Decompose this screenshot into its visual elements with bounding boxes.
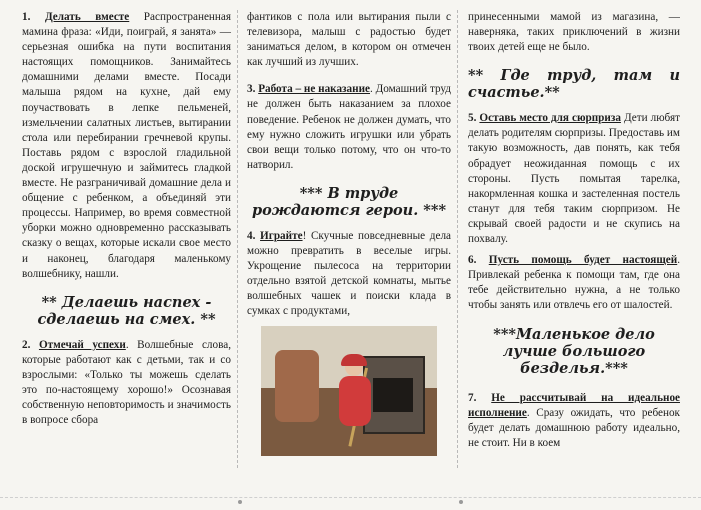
tip-heading: Не рассчитывай на идеальное исполнение bbox=[468, 391, 680, 419]
tip-1 bbox=[22, 10, 231, 282]
tip-text: фантиков с пола или вытирания пыли с телевизора, малыш с радостью будет заниматься делом, в котором он отмечен как лучший из лучших. bbox=[247, 11, 451, 69]
tip-text: ! Скучные повседневные дела можно превратить в веселые игры. Укрощение пылесоса на территории отдельно взятой детской комнаты, мытье волшебных чашек и поиски клада в сумках с продуктами, bbox=[247, 229, 451, 318]
tip-heading: Оставь место для сюрприза bbox=[479, 112, 621, 125]
tip-text: Дети любят делать родителям сюрпризы. Предоставь им такую возможность, дав понять, как тебя обрадует неожиданная помощь с их стороны. Пусть помытая тарелка, накормленная кошка и застеленная постель станут для тебя таким сюрпризом. Не скрывай своей радости и не скупись на похвалу. bbox=[468, 112, 680, 246]
tip-4 bbox=[247, 229, 451, 320]
fold-mark bbox=[238, 500, 242, 504]
tip-text: принесенными мамой из магазина, — наверняка, таких приключений в жизни твоих детей еще не было. bbox=[468, 11, 680, 54]
tip-number: 6. bbox=[468, 254, 477, 267]
tip-heading: Отмечай успехи bbox=[38, 338, 126, 351]
tip-number: 5. bbox=[468, 112, 477, 125]
tip-7 bbox=[468, 391, 680, 451]
tip-text: . Сразу ожидать, что ребенок будет делать домашнюю работу идеально, не стоит. Ни в коем bbox=[468, 406, 680, 449]
tip-number: 1. bbox=[22, 11, 31, 23]
motto: ** Где труд, там и счастье.** bbox=[468, 67, 680, 102]
tip-5 bbox=[468, 111, 680, 247]
fold-mark bbox=[459, 500, 463, 504]
tip-heading: Играйте bbox=[260, 229, 303, 242]
tip-heading: Пусть помощь будет настоящей bbox=[488, 254, 678, 267]
photo-child-sweeping bbox=[261, 326, 437, 456]
tip-text: . Домашний труд не должен быть наказанием за плохое поведение. Ребенок не должен думать, что ему нужно сложить игрушки или убрать свои вещи только потому, что он что-то натворил. bbox=[247, 83, 451, 171]
tip-heading: Работа – не наказание bbox=[258, 83, 370, 96]
motto: ** Делаешь наспех - сделаешь на смех. ** bbox=[37, 293, 216, 328]
column-1 bbox=[22, 10, 238, 468]
tip-text: . Привлекай ребенка к помощи там, где она тебе действительно нужна, а не только чтобы занять или отвлечь его от шалостей. bbox=[468, 254, 680, 312]
tip-4-continued bbox=[468, 10, 680, 55]
tip-heading: Делать вместе bbox=[44, 11, 130, 23]
fold-line bbox=[0, 497, 701, 499]
column-2 bbox=[247, 10, 458, 468]
tip-2-continued bbox=[247, 10, 451, 70]
motto: *** В труде рождаются герои. *** bbox=[251, 184, 447, 219]
tip-6 bbox=[468, 253, 680, 313]
tip-text: Распространенная мамина фраза: «Иди, поиграй, я занята» — серьезная ошибка на пути воспитания настоящих помощников. Занимайтесь домашними делами вместе. Посади малыша рядом на кухне, дай ему поучаствовать в лепке пельменей, измельчении салатных листьев, вытирании стола или перебирании гречневой крупы. Поставь рядом с взрослой гладильной доской игрушечную и займитесь гладкой вместе. Не разграничивай домашние дела и общение с ребенком, а объединяй эти процессы. Например, во время совместной уборки можно одновременно рассказывать сказку о вещах, которые искали свое место и наконец, благодаря маленькому волшебнику, нашли. bbox=[22, 11, 231, 280]
tip-number: 7. bbox=[468, 391, 477, 404]
tip-number: 2. bbox=[22, 338, 31, 351]
motto: ***Маленькое дело лучше большого безделья.*** bbox=[493, 325, 655, 377]
tip-text: . Волшебные слова, которые работают как с детьми, так и со взрослыми: «Только ты можешь сделать это по-настоящему хорошо!» Осознавая собственную неповторимость и значимость в вопросе сбора bbox=[22, 338, 231, 427]
tip-2 bbox=[22, 338, 231, 429]
column-3 bbox=[468, 10, 680, 468]
tip-3 bbox=[247, 82, 451, 173]
tip-number: 4. bbox=[247, 229, 256, 242]
tip-number: 3. bbox=[247, 83, 256, 96]
